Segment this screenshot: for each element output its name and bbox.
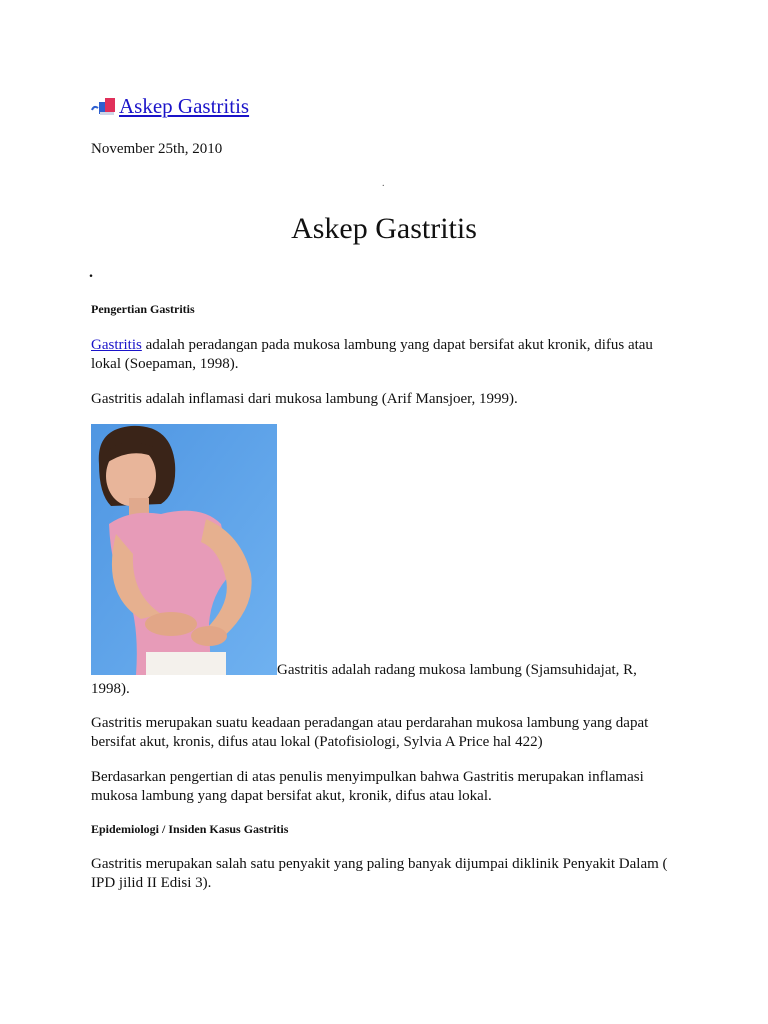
woman-stomach-pain-photo [91, 424, 277, 675]
gastritis-link[interactable]: Gastritis [91, 337, 142, 353]
paragraph-text: adalah peradangan pada mukosa lambung yang dapat bersifat akut kronik, difus atau lokal (Soepaman, 1998). [91, 337, 653, 372]
photo-caption: Gastritis adalah radang mukosa lambung (Sjamsuhidajat, R, [277, 662, 637, 678]
header-link[interactable] [91, 94, 249, 119]
paragraph-definition-1 [91, 336, 677, 374]
post-date: November 25th, 2010 [91, 141, 223, 157]
header-title[interactable]: Askep Gastritis [119, 94, 250, 118]
photo-caption-continued: 1998). [91, 681, 130, 697]
paragraph-conclusion: Berdasarkan pengertian di atas penulis menyimpulkan bahwa Gastritis merupakan inflamasi mukosa lambung yang dapat bersifat akut, kronik, difus atau lokal. [91, 769, 644, 804]
paragraph-epidemiology: Gastritis merupakan salah satu penyakit yang paling banyak dijumpai diklinik Penyakit Dalam ( IPD jilid II Edisi 3). [91, 856, 668, 891]
paragraph-definition-3: Gastritis merupakan suatu keadaan peradangan atau perdarahan mukosa lambung yang dapat bersifat akut, kronis, difus atau lokal (Patofisiologi, Sylvia A Price hal 422) [91, 715, 649, 750]
page-title: Askep Gastritis [291, 212, 477, 245]
photo-illustration [91, 424, 277, 675]
section-heading-epidemiologi: Epidemiologi / Insiden Kasus Gastritis [91, 822, 289, 836]
section-heading-pengertian: Pengertian Gastritis [91, 302, 195, 316]
bullet-dot: . [89, 264, 93, 281]
paragraph-definition-2: Gastritis adalah inflamasi dari mukosa lambung (Arif Mansjoer, 1999). [91, 391, 518, 407]
separator-dot: . [382, 178, 385, 189]
article-icon [91, 96, 117, 118]
